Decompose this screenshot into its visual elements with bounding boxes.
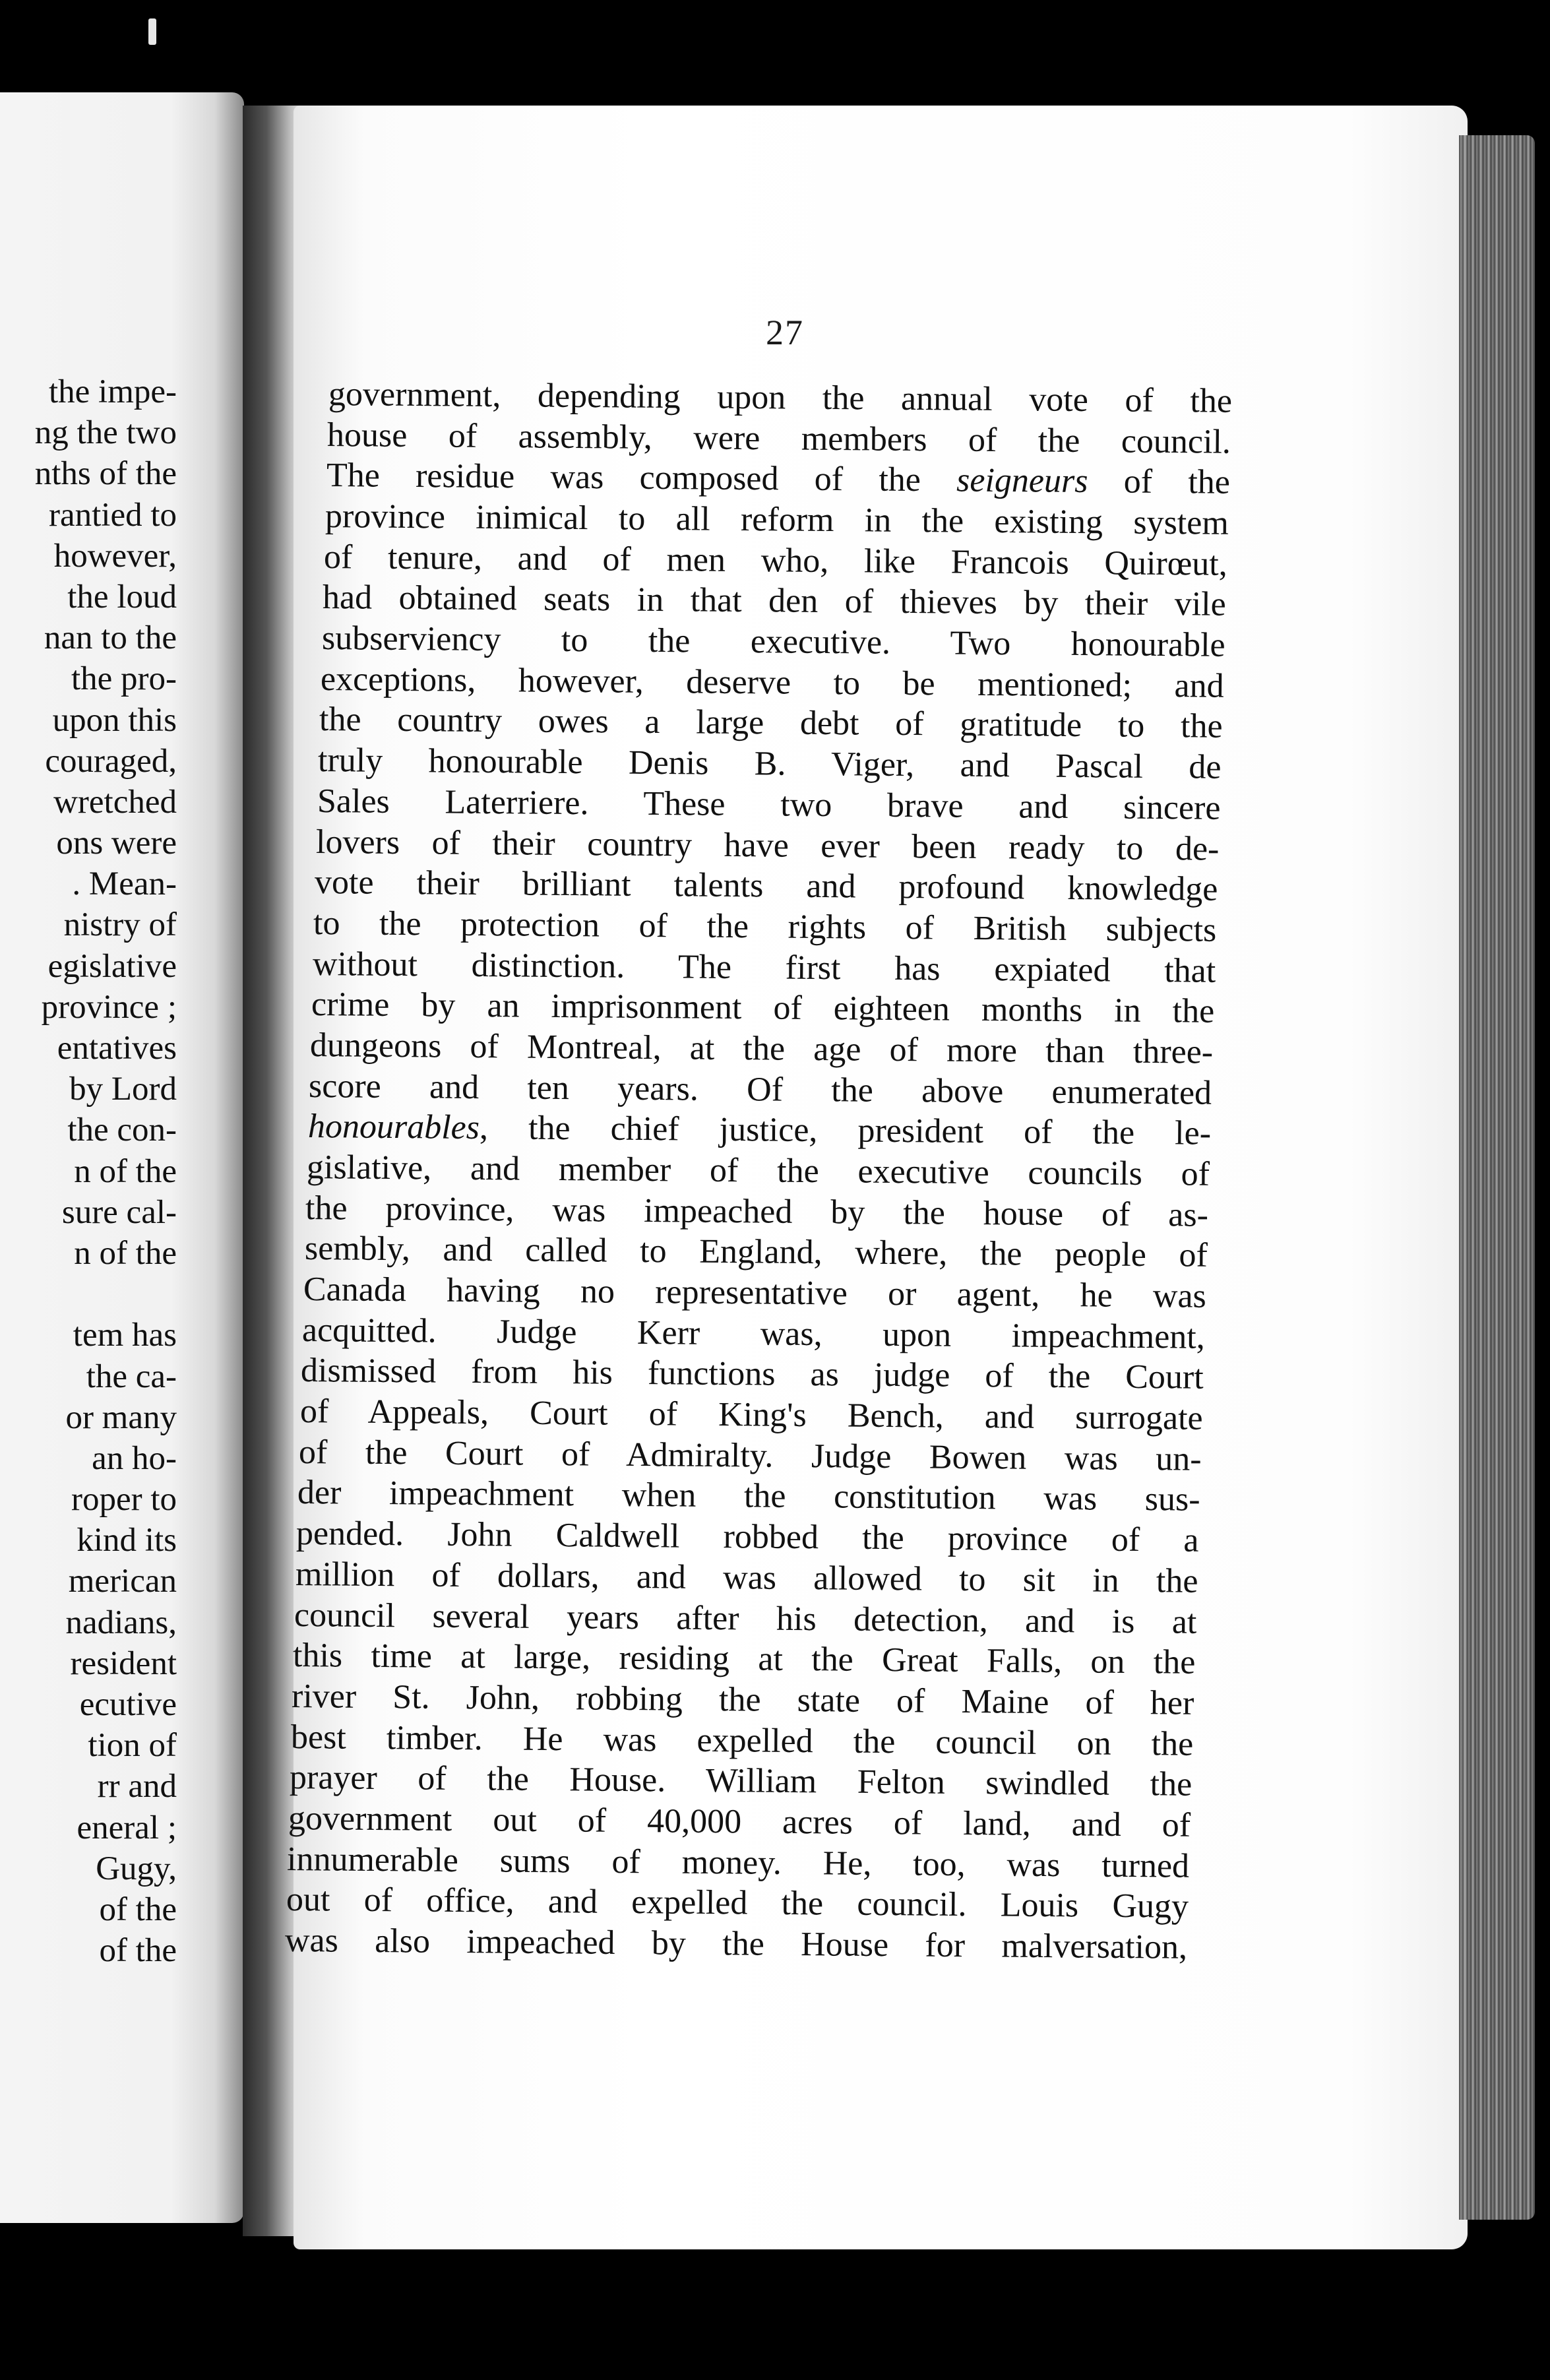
right-page-line: vote their brilliant talents and profound knowledge [314, 863, 1218, 908]
left-page-line: by Lord [69, 1071, 177, 1108]
left-page-line: or many [65, 1398, 177, 1436]
left-page-line: rr and [97, 1768, 177, 1805]
left-page-line: nistry of [63, 906, 177, 944]
left-page-line: ons were [56, 825, 177, 862]
left-page-line: tem has [73, 1317, 177, 1354]
right-page-line: crime by an imprisonment of eighteen months in the [311, 986, 1215, 1031]
left-page-line: the pro- [71, 660, 177, 698]
right-page-line: The residue was composed of the seigneurs of the [326, 456, 1230, 502]
right-page-line: the province, was impeached by the house of as- [305, 1189, 1209, 1234]
left-page-line: kind its [77, 1522, 177, 1559]
right-page-line: gislative, and member of the executive councils of [306, 1148, 1210, 1193]
left-page-line: tion of [88, 1727, 177, 1765]
italic-term: seigneurs [956, 461, 1088, 501]
right-page-line: of Appeals, Court of King's Bench, and surrogate [299, 1393, 1203, 1437]
left-page-line: nan to the [44, 619, 177, 657]
right-page-line: exceptions, however, deserve to be mentioned; and [320, 660, 1224, 705]
right-page-line: subserviency to the executive. Two honourable [321, 619, 1225, 664]
right-page-line: without distinction. The first has expiated that [312, 945, 1216, 990]
left-page-line: ecutive [79, 1686, 177, 1723]
left-page-line: the impe- [48, 373, 177, 410]
left-page-line: of the [99, 1891, 177, 1928]
right-page-line: of tenure, and of men who, like Francois Quirœut, [323, 538, 1228, 583]
right-page-line: prayer of the House. William Felton swindled the [289, 1759, 1193, 1803]
left-page-line: resident [70, 1644, 177, 1682]
right-page-line: pended. John Caldwell robbed the province of a [296, 1515, 1200, 1559]
right-page-line: the country owes a large debt of gratitude to the [319, 701, 1223, 746]
left-page-line: couraged, [45, 742, 177, 780]
right-page-line: out of office, and expelled the council. Louis Gugy [286, 1881, 1189, 1926]
left-page-line: the ca- [86, 1358, 177, 1395]
left-page-line: sure cal- [61, 1193, 177, 1231]
left-page-line: wretched [53, 783, 177, 821]
right-page-line: honourables, the chief justice, president of the le- [307, 1108, 1211, 1153]
right-page-line: this time at large, residing at the Great Falls, on the [292, 1637, 1196, 1681]
right-page-line: government, depending upon the annual vote of the [328, 375, 1233, 420]
left-page-line: rantied to [48, 496, 177, 534]
right-page-line: province inimical to all reform in the existing system [325, 497, 1229, 542]
right-page-line: der impeachment when the constitution was sus- [297, 1474, 1200, 1519]
right-page-line: acquitted. Judge Kerr was, upon impeachment, [301, 1311, 1206, 1356]
left-page-line: the con- [67, 1112, 177, 1149]
right-page-line: council several years after his detection, and is at [294, 1596, 1197, 1641]
right-page-line: to the protection of the rights of British subjects [313, 904, 1217, 949]
left-page-line: province ; [41, 988, 177, 1026]
right-page-line: truly honourable Denis B. Viger, and Pascal de [318, 741, 1222, 786]
left-page-line: of the [99, 1932, 177, 1970]
left-page-line: . Mean- [72, 865, 177, 903]
left-page-line: the loud [67, 578, 177, 615]
left-page-line: an ho- [92, 1439, 177, 1477]
right-page-line: best timber. He was expelled the council on the [290, 1718, 1194, 1763]
left-page-line: roper to [71, 1481, 177, 1519]
left-page-line: however, [53, 537, 177, 575]
right-page-line: innumerable sums of money. He, too, was turned [287, 1840, 1190, 1885]
right-page-line: of the Court of Admiralty. Judge Bowen was un- [298, 1433, 1202, 1478]
left-page-line: ng the two [34, 414, 177, 452]
left-page-line: Gugy, [96, 1850, 177, 1887]
right-page-line: lovers of their country have ever been ready to de- [315, 823, 1220, 868]
left-page-line: eneral ; [77, 1809, 177, 1846]
right-page-line: score and ten years. Of the above enumerated [309, 1067, 1212, 1112]
left-page-line: n of the [74, 1234, 177, 1272]
right-page-line: government out of 40,000 acres of land, and of [288, 1799, 1191, 1844]
right-page-line: dismissed from his functions as judge of the Court [301, 1352, 1204, 1397]
right-page-line: had obtained seats in that den of thieves by their vile [323, 579, 1227, 624]
right-page-line: was also impeached by the House for malversation, [284, 1922, 1188, 1966]
left-page-line: entatives [57, 1030, 177, 1067]
right-page-line: river St. John, robbing the state of Maine of her [292, 1677, 1194, 1722]
left-page-line: nadians, [65, 1604, 177, 1641]
left-page-line: n of the [74, 1152, 177, 1190]
italic-term: honourables [307, 1108, 480, 1147]
left-page-line: merican [68, 1563, 177, 1600]
left-page-line: egislative [47, 947, 177, 985]
right-page-line: million of dollars, and was allowed to sit in the [295, 1555, 1198, 1600]
right-page-line: Sales Laterriere. These two brave and sincere [317, 782, 1221, 827]
right-page-line: sembly, and called to England, where, the people of [304, 1230, 1208, 1275]
right-page-line: dungeons of Montreal, at the age of more than three- [309, 1026, 1214, 1071]
right-page-line: Canada having no representative or agent, he was [303, 1270, 1206, 1315]
left-page-line: upon this [52, 701, 177, 739]
page-number: 27 [766, 313, 804, 352]
right-page-line: house of assembly, were members of the council. [327, 416, 1231, 461]
left-page-line: nths of the [34, 455, 177, 493]
